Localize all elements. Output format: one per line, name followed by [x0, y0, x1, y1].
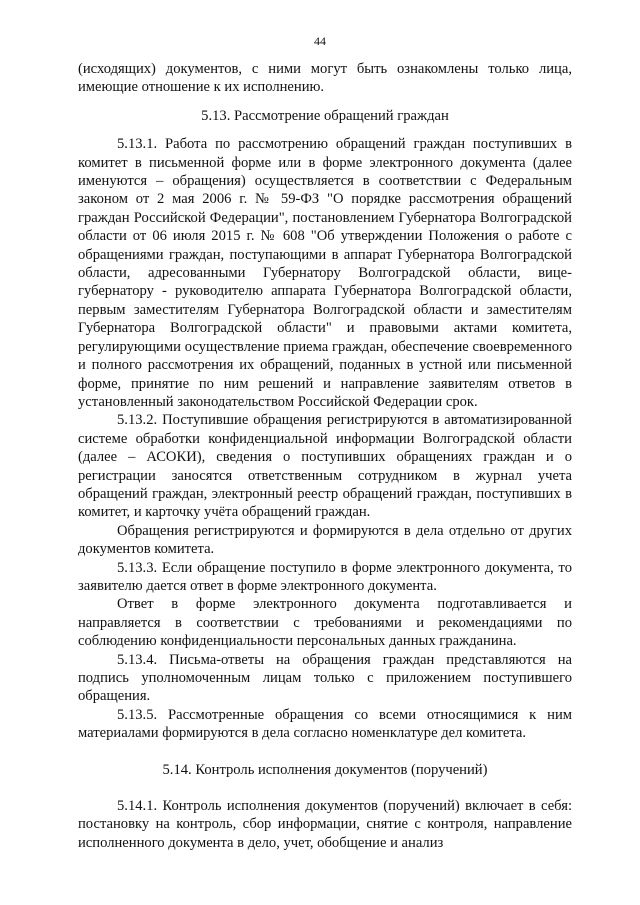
- document-body: [78, 60, 572, 852]
- paragraph: 5.14.1. Контроль исполнения документов (поручений) включает в себя: постановку на контроль, сбор информации, снятие с контроля, направление исполненного документа в дело, учет, обобщение и анализ: [78, 798, 572, 851]
- paragraph: 5.13.1. Работа по рассмотрению обращений граждан поступивших в комитет в письменной форме или в форме электронного документа (далее именуются – обращения) осуществляется в соответствии с Федеральным законом от 2 мая 2006 г. № 59-ФЗ "О порядке рассмотрения обращений граждан Российской Федерации", постановлением Губернатора Волгоградской области от 06 июля 2015 г. № 608 "Об утверждении Положения о работе с обращениями граждан, поступающими в аппарат Губернатора Волгоградской области, адресованными Губернатору Волгоградской области, вице-губернатору - руководителю аппарата Губернатора Волгоградской области, первым заместителям Губернатора Волгоградской области и заместителям Губернатора Волгоградской области" и правовыми актами комитета, регулирующими осуществление приема граждан, обеспечение своевременного и полного рассмотрения их обращений, поданных в устной или письменной форме, принятие по ним решений и направление заявителям ответов в установленный законодательством Российской Федерации срок.: [78, 136, 572, 410]
- paragraph: 5.13.2. Поступившие обращения регистрируются в автоматизированной системе обработки конфиденциальной информации Волгоградской области (далее – АСОКИ), сведения о поступивших обращениях граждан и о регистрации заносятся ответственным сотрудником в журнал учета обращений граждан, электронный реестр обращений граждан, поступивших в комитет, и карточку учёта обращений граждан.: [78, 412, 572, 521]
- paragraph: 5.13.5. Рассмотренные обращения со всеми относящимися к ним материалами формируются в дела согласно номенклатуре дел комитета.: [78, 706, 572, 742]
- paragraph: Обращения регистрируются и формируются в дела отдельно от других документов комитета.: [78, 522, 572, 558]
- paragraph: Ответ в форме электронного документа подготавливается и направляется в соответствии с требованиями и рекомендациями по соблюдению конфиденциальности персональных данных гражданина.: [78, 596, 572, 650]
- paragraph: 5.13.3. Если обращение поступило в форме электронного документа, то заявителю дается ответ в форме электронного документа.: [78, 559, 572, 594]
- paragraph: (исходящих) документов, с ними могут быть ознакомлены только лица, имеющие отношение к их исполнению.: [78, 61, 572, 96]
- page-number: 44: [314, 34, 326, 48]
- paragraph: 5.13.4. Письма-ответы на обращения граждан представляются на подпись уполномоченным лицам только с приложением поступившего обращения.: [78, 651, 572, 705]
- section-heading: 5.13. Рассмотрение обращений граждан: [201, 107, 449, 124]
- section-heading: 5.14. Контроль исполнения документов (поручений): [162, 761, 488, 778]
